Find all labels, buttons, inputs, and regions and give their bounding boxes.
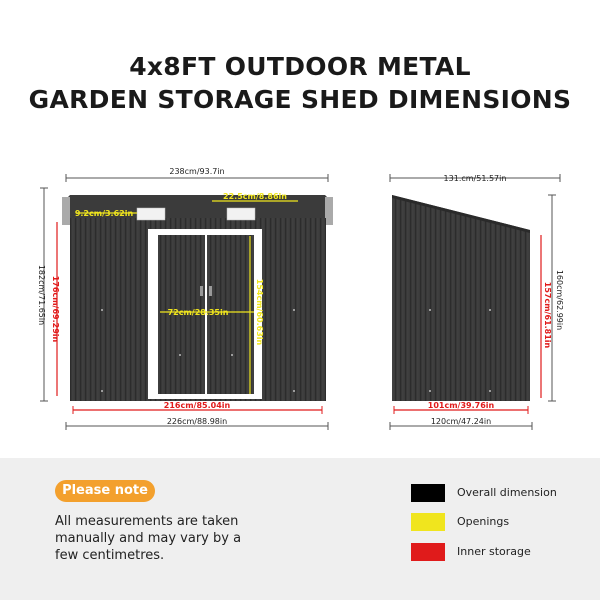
door-height-label: 154cm/60.63in — [255, 278, 264, 346]
side-view — [390, 174, 564, 430]
legend-swatch-inner — [411, 543, 445, 561]
right-door-handle — [209, 286, 212, 296]
title-line-2: GARDEN STORAGE SHED DIMENSIONS — [28, 85, 572, 114]
vent-width-label: 9.2cm/3.62in — [74, 209, 134, 218]
title-line-1: 4x8FT OUTDOOR METAL — [129, 52, 471, 81]
legend-swatch-overall — [411, 484, 445, 502]
roof-left-bracket — [62, 197, 70, 225]
front-inner-height-label: 176cm/69.29in — [51, 275, 60, 343]
side-inner-height-label: 157cm/61.81in — [543, 281, 552, 349]
door-width-label: 72cm/28.35in — [167, 308, 229, 317]
front-base-width-label: 226cm/88.98in — [166, 417, 228, 426]
side-base-depth-label: 120cm/47.24in — [430, 417, 492, 426]
please-note-badge: Please note — [55, 480, 155, 502]
front-inner-width-label: 216cm/85.04in — [163, 401, 231, 410]
front-overall-height-label: 182cm/71.65in — [37, 264, 46, 326]
note-text: All measurements are taken manually and may vary by a few centimetres. — [55, 514, 242, 563]
roof-right-bracket — [325, 197, 333, 225]
left-door-handle — [200, 286, 203, 296]
legend-label-openings: Openings — [457, 515, 510, 528]
right-vent — [227, 208, 255, 220]
legend-label-overall: Overall dimension — [457, 486, 557, 499]
legend-label-inner: Inner storage — [457, 545, 531, 558]
front-overall-width-label: 238cm/93.7in — [169, 167, 225, 176]
side-inner-depth-label: 101cm/39.76in — [427, 401, 495, 410]
left-vent — [137, 208, 165, 220]
front-view — [37, 167, 333, 430]
side-roof-depth-label: 131.cm/51.57in — [443, 174, 507, 183]
side-overall-height-label: 160cm/62.99in — [555, 269, 564, 331]
vent-spacing-label: 22.5cm/8.86in — [223, 192, 287, 201]
shed-dimension-diagram — [0, 160, 600, 450]
legend-swatch-openings — [411, 513, 445, 531]
